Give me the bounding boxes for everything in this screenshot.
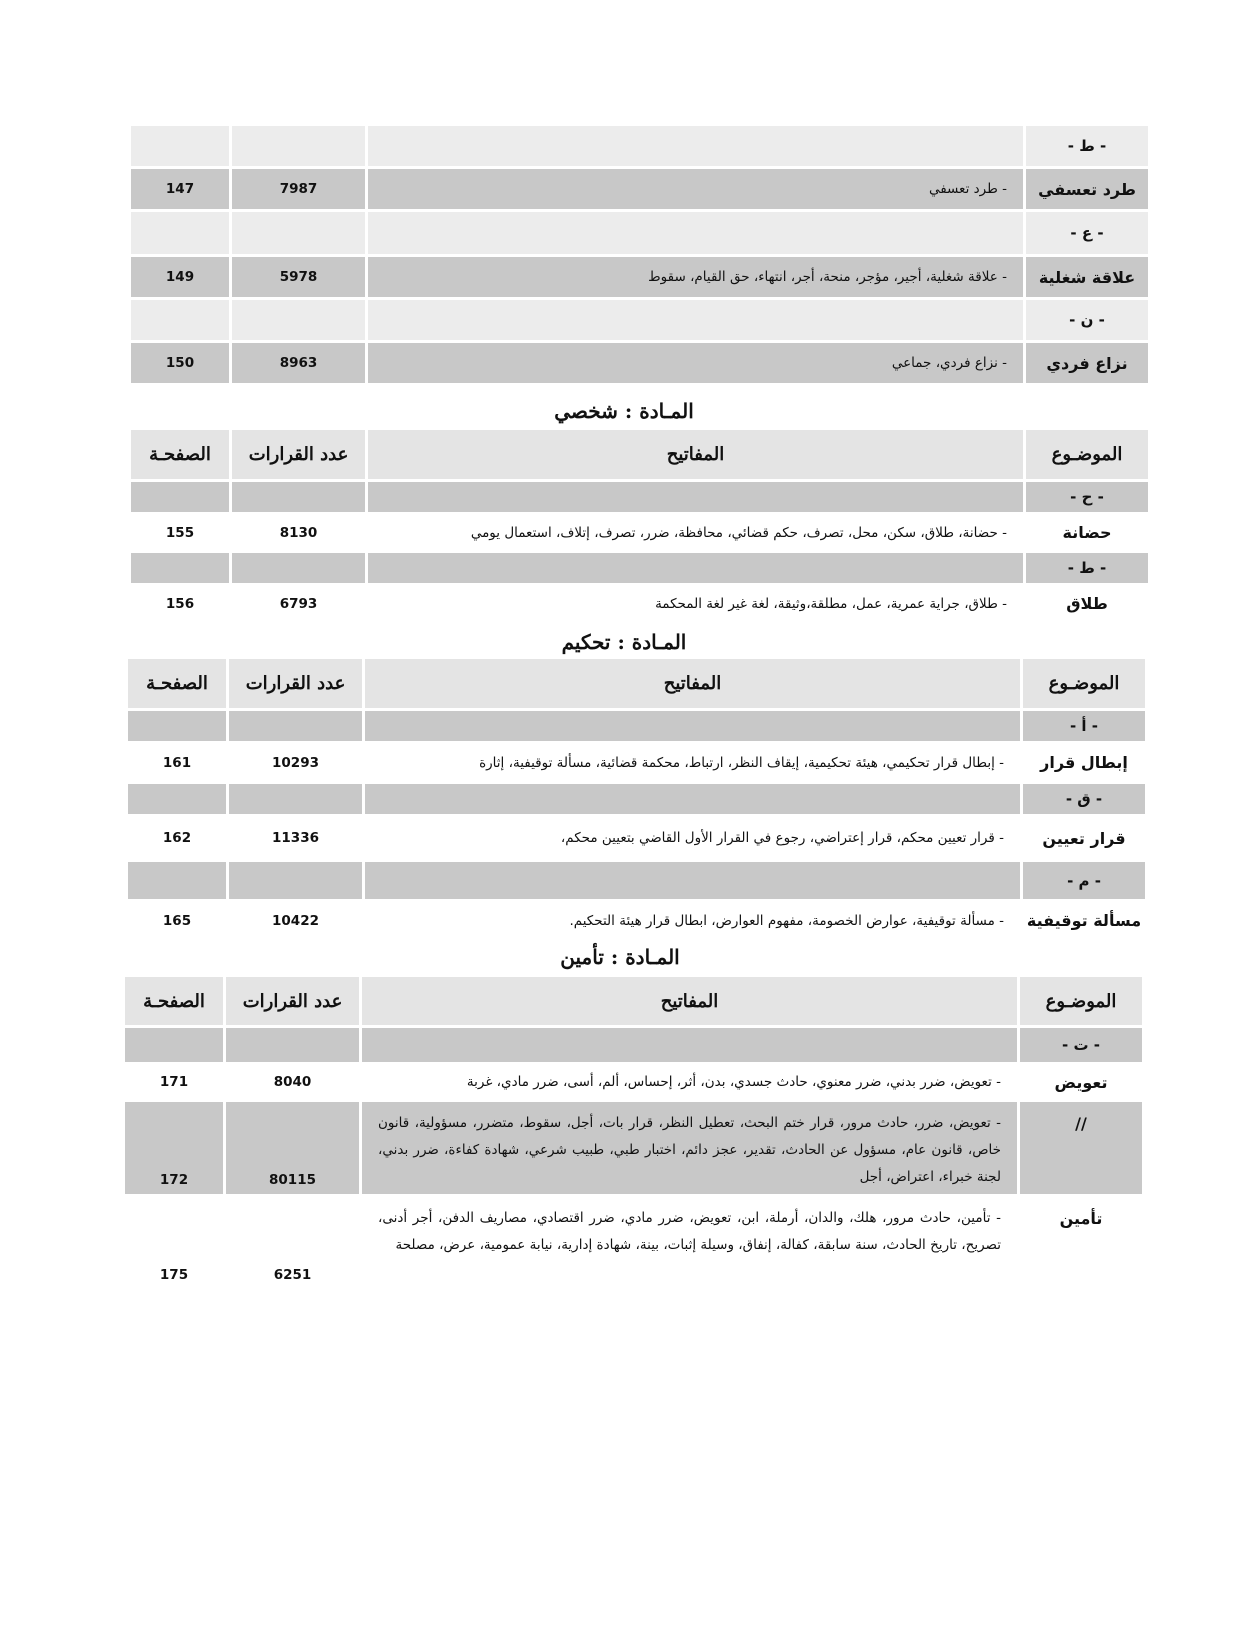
keys-cell: - مسألة توقيفية، عوارض الخصومة، مفهوم العوارض، ابطال قرار هيئة التحكيم. xyxy=(365,902,1020,939)
header-page: الصفحـة xyxy=(131,430,229,479)
page-cell xyxy=(125,1028,223,1062)
keys-cell xyxy=(368,553,1023,583)
count-cell xyxy=(229,862,362,899)
page-cell: 172 xyxy=(125,1102,223,1194)
count-cell: 8963 xyxy=(232,343,365,383)
table-row xyxy=(131,169,1148,209)
count-cell xyxy=(232,300,365,340)
subject-cell: طلاق xyxy=(1026,586,1148,621)
table-row xyxy=(128,784,1145,814)
page-cell: 150 xyxy=(131,343,229,383)
table-header xyxy=(131,430,1148,479)
page-cell xyxy=(131,553,229,583)
table-row xyxy=(128,711,1145,741)
page-cell xyxy=(128,711,226,741)
header-page: الصفحـة xyxy=(125,977,223,1025)
count-cell xyxy=(232,126,365,166)
subject-cell: مسألة توقيفية xyxy=(1023,902,1145,939)
header-page: الصفحـة xyxy=(128,659,226,708)
keys-cell: - حضانة، طلاق، سكن، محل، تصرف، حكم قضائي، محافظة، ضرر، تصرف، إتلاف، استعمال يومي xyxy=(368,515,1023,550)
page-cell xyxy=(131,126,229,166)
subject-cell: حضانة xyxy=(1026,515,1148,550)
subject-cell: - ن - xyxy=(1026,300,1148,340)
count-cell xyxy=(229,711,362,741)
page-cell xyxy=(128,862,226,899)
count-cell: 7987 xyxy=(232,169,365,209)
table-row xyxy=(125,1102,1142,1194)
page-cell: 147 xyxy=(131,169,229,209)
keys-cell: - إبطال قرار تحكيمي، هيئة تحكيمية، إيقاف النظر، ارتباط، محكمة قضائية، مسألة توقيفية، إثارة xyxy=(365,744,1020,781)
keys-cell xyxy=(365,711,1020,741)
count-cell xyxy=(232,553,365,583)
table-labour xyxy=(131,126,1148,386)
keys-cell: - تعويض، ضرر بدني، ضرر معنوي، حادث جسدي، بدن، أثر، إحساس، ألم، أسى، ضرر مادي، غربة xyxy=(362,1065,1017,1099)
subject-cell: قرار تعيين xyxy=(1023,817,1145,859)
subject-cell: - م - xyxy=(1023,862,1145,899)
page-cell xyxy=(131,300,229,340)
table-row xyxy=(131,343,1148,383)
page-cell: 165 xyxy=(128,902,226,939)
count-cell xyxy=(232,212,365,254)
table-header xyxy=(125,977,1142,1025)
table-row xyxy=(125,1197,1142,1289)
keys-cell xyxy=(368,212,1023,254)
keys-cell xyxy=(362,1028,1017,1062)
count-cell xyxy=(226,1028,359,1062)
table-row xyxy=(131,257,1148,297)
header-subject: الموضـوع xyxy=(1020,977,1142,1025)
table-row xyxy=(131,482,1148,512)
keys-cell: - طرد تعسفي xyxy=(368,169,1023,209)
section-title-insurance: المـادة : تأمين xyxy=(560,945,680,969)
count-cell: 8130 xyxy=(232,515,365,550)
keys-cell xyxy=(368,126,1023,166)
table-arbitration xyxy=(128,659,1145,942)
count-cell: 5978 xyxy=(232,257,365,297)
page-cell: 156 xyxy=(131,586,229,621)
subject-cell: - ت - xyxy=(1020,1028,1142,1062)
table-row xyxy=(131,126,1148,166)
count-cell: 6793 xyxy=(232,586,365,621)
subject-cell: - ح - xyxy=(1026,482,1148,512)
section-title-personal: المـادة : شخصي xyxy=(554,399,694,423)
subject-cell: علاقة شغلية xyxy=(1026,257,1148,297)
table-row xyxy=(131,515,1148,550)
count-cell xyxy=(232,482,365,512)
subject-cell: نزاع فردي xyxy=(1026,343,1148,383)
keys-cell: - نزاع فردي، جماعي xyxy=(368,343,1023,383)
subject-cell: - ط - xyxy=(1026,553,1148,583)
count-cell: 8040 xyxy=(226,1065,359,1099)
subject-cell: // xyxy=(1020,1102,1142,1194)
keys-cell xyxy=(365,862,1020,899)
table-insurance xyxy=(125,977,1142,1292)
table-personal xyxy=(131,430,1148,624)
page-cell: 149 xyxy=(131,257,229,297)
table-row xyxy=(131,212,1148,254)
header-keys: المفاتيح xyxy=(362,977,1017,1025)
header-keys: المفاتيح xyxy=(368,430,1023,479)
page-cell: 161 xyxy=(128,744,226,781)
subject-cell: - ط - xyxy=(1026,126,1148,166)
table-header xyxy=(128,659,1145,708)
subject-cell: - أ - xyxy=(1023,711,1145,741)
header-keys: المفاتيح xyxy=(365,659,1020,708)
subject-cell: تعويض xyxy=(1020,1065,1142,1099)
subject-cell: إبطال قرار xyxy=(1023,744,1145,781)
subject-cell: طرد تعسفي xyxy=(1026,169,1148,209)
page-cell: 175 xyxy=(125,1197,223,1289)
subject-cell: تأمين xyxy=(1020,1197,1142,1289)
keys-cell: - تأمين، حادث مرور، هلك، والدان، أرملة، ابن، تعويض، ضرر مادي، ضرر اقتصادي، مصاريف الدفن، أجر أدنى، تصريح، تاريخ الحادث، سنة سابقة، كفالة، إنفاق، وسيلة إثبات، بينة، شهادة إدارية، نيابة عمومية، عرض، مصلحة xyxy=(362,1197,1017,1289)
header-count: عدد القرارات xyxy=(226,977,359,1025)
table-row xyxy=(128,817,1145,859)
keys-cell: - تعويض، ضرر، حادث مرور، قرار ختم البحث، تعطيل النظر، قرار بات، أجل، سقوط، متضرر، مسؤولية، قانون خاص، قانون عام، مسؤول عن الحادث، تقدير، عجز دائم، اختبار طبي، طبيب شرعي، شهادة كفاءة، ضرر بدني، لجنة خبراء، اعتراض، أجل xyxy=(362,1102,1017,1194)
count-cell: 80115 xyxy=(226,1102,359,1194)
keys-cell xyxy=(368,482,1023,512)
header-count: عدد القرارات xyxy=(232,430,365,479)
section-title-arbitration: المـادة : تحكيم xyxy=(561,630,687,654)
keys-cell: - قرار تعيين محكم، قرار إعتراضي، رجوع في القرار الأول القاضي بتعيين محكم، xyxy=(365,817,1020,859)
count-cell: 11336 xyxy=(229,817,362,859)
subject-cell: - ق - xyxy=(1023,784,1145,814)
table-row xyxy=(131,586,1148,621)
table-row xyxy=(131,300,1148,340)
header-subject: الموضـوع xyxy=(1023,659,1145,708)
keys-cell: - طلاق، جراية عمرية، عمل، مطلقة،وثيقة، لغة غير لغة المحكمة xyxy=(368,586,1023,621)
table-row xyxy=(131,553,1148,583)
table-row xyxy=(128,744,1145,781)
count-cell: 10293 xyxy=(229,744,362,781)
header-subject: الموضـوع xyxy=(1026,430,1148,479)
table-row xyxy=(125,1028,1142,1062)
keys-cell: - علاقة شغلية، أجير، مؤجر، منحة، أجر، انتهاء، حق القيام، سقوط xyxy=(368,257,1023,297)
count-cell: 10422 xyxy=(229,902,362,939)
table-row xyxy=(125,1065,1142,1099)
count-cell: 6251 xyxy=(226,1197,359,1289)
page-cell: 171 xyxy=(125,1065,223,1099)
keys-cell xyxy=(368,300,1023,340)
count-cell xyxy=(229,784,362,814)
keys-cell xyxy=(365,784,1020,814)
table-row xyxy=(128,862,1145,899)
page-cell: 162 xyxy=(128,817,226,859)
header-count: عدد القرارات xyxy=(229,659,362,708)
subject-cell: - ع - xyxy=(1026,212,1148,254)
page-cell xyxy=(128,784,226,814)
page-cell xyxy=(131,212,229,254)
page-cell xyxy=(131,482,229,512)
table-row xyxy=(128,902,1145,939)
page-cell: 155 xyxy=(131,515,229,550)
